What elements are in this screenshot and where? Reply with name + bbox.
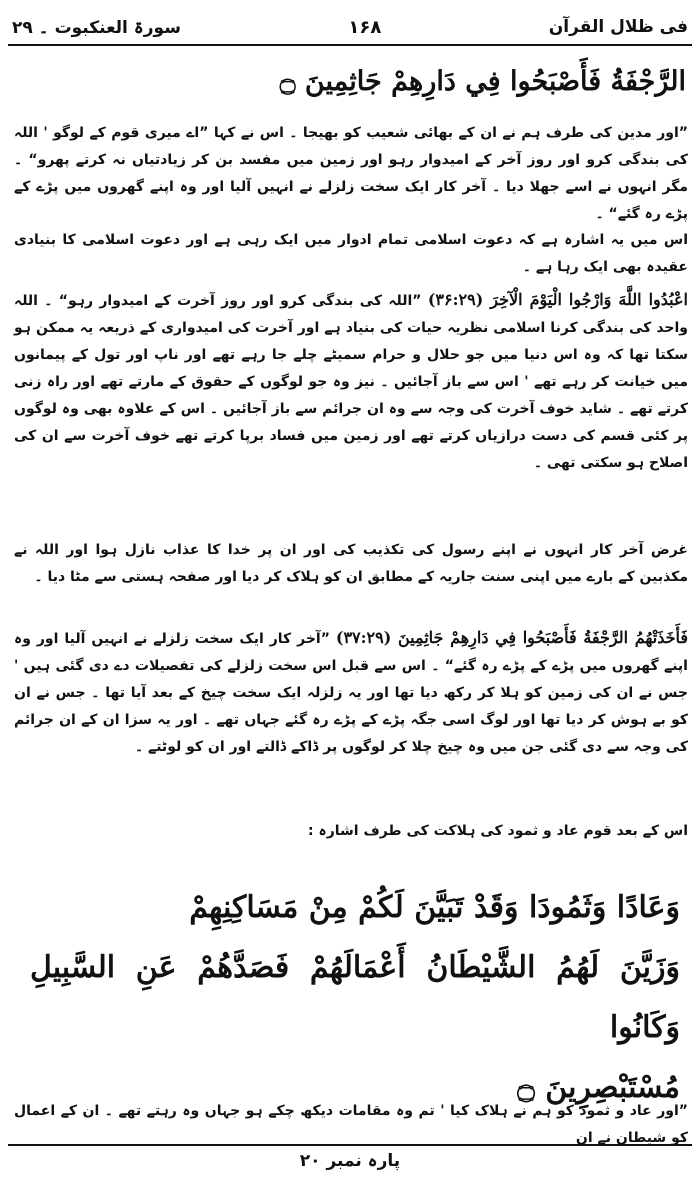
footer-divider <box>8 1144 692 1146</box>
paragraph-1 <box>14 120 688 228</box>
paragraph-3-text: ”اللہ کی بندگی کرو اور روز آخرت کے امیدوار رہو“ ۔ اللہ واحد کی بندگی کرنا اسلامی نظریہ حیات کی بنیاد ہے اور آخرت کی امیدواری کے ذریعہ یہ ممکن ہو سکتا تھا کہ وہ اس دنیا میں جو حلال و حرام سمیٹے چلے جا رہے تھے اور ناپ اور تول کے پیمانوں میں خیانت کر رہے تھے ' اس سے باز آجائیں ۔ نیز وہ جو لوگوں کے حقوق کے مارتے تھے اور راہ زنی کرتے تھے ۔ شاید خوف آخرت کی وجہ سے وہ ان جرائم سے باز آجائیں ۔ اس کے علاوہ بھی وہ لوگوں پر کئی قسم کی دست درازیاں کرتے تھے اور زمین میں فساد برپا کرتے تھے خوف آخرت سے ان کی اصلاح ہو سکتی تھی ۔ <box>14 293 688 471</box>
quran-quote-2: فَأَخَذَتْهُمُ الرَّجْفَةُ فَأَصْبَحُوا فِي دَارِهِمْ جَاثِمِينَ (۳۷:۲۹) <box>335 628 688 647</box>
verse-line-3: مُسْتَبْصِرِينَ ۝ <box>517 1070 680 1105</box>
quran-quote-1: اعْبُدُوا اللَّهَ وَارْجُوا الْيَوْمَ الْآخِرَ (۳۶:۲۹) <box>427 290 689 309</box>
surah-title: سورۃ العنکبوت ۔ ۲۹ <box>12 17 181 38</box>
verse-heading: الرَّجْفَةُ فَأَصْبَحُوا فِي دَارِهِمْ جَاثِمِينَ ۝ <box>279 66 686 97</box>
paragraph-1-text: ”اور مدین کی طرف ہم نے ان کے بھائی شعیب کو بھیجا ۔ اس نے کہا ”اے میری قوم کے لوگو ' اللہ کی بندگی کرو اور روز آخر کے امیدوار رہو اور زمین میں مفسد بن کر زیادتیاں نہ کرتے پھرو“ ۔ مگر انہوں نے اسے جھلا دیا ۔ آخر کار ایک سخت زلزلے نے انہیں آلیا اور وہ اپنے گھروں میں پڑے کے پڑے رہ گئے“ ۔ <box>14 125 688 222</box>
paragraph-4-text: غرض آخر کار انہوں نے اپنے رسول کی تکذیب کی اور ان پر خدا کا عذاب نازل ہوا اور اللہ نے مکذبین کے بارے میں اپنی سنت جاریہ کے مطابق ان کو ہلاک کر دیا اور صفحہ ہستی سے مٹا دیا ۔ <box>14 542 688 585</box>
footer-para-number: پارہ نمبر ۲۰ <box>299 1151 401 1171</box>
paragraph-6-text: اس کے بعد قوم عاد و ثمود کی ہلاکت کی طرف اشارہ : <box>308 823 688 839</box>
quran-verse-block <box>30 878 680 1118</box>
verse-line-1: وَعَادًا وَثَمُودَا وَقَدْ تَبَيَّنَ لَكُمْ مِنْ مَسَاكِنِهِمْ <box>189 890 680 925</box>
paragraph-5 <box>14 624 688 761</box>
paragraph-3 <box>14 286 688 477</box>
paragraph-5-text: ”آخر کار ایک سخت زلزلے نے انہیں آلیا اور وہ اپنے گھروں میں پڑے کے پڑے رہ گئے“ ۔ اس سے قبل اس سخت زلزلے کی تفصیلات دے دی گئی ہیں ' جس نے ان کی زمین کو ہلا کر رکھ دیا تھا اور یہ زلزلہ ایک سخت چیخ کے بعد آیا تھا ۔ جس نے ان کو بے ہوش کر دیا تھا اور لوگ اسی جگہ پڑے کے پڑے رہ گئے جہاں تھے ۔ اور یہ سزا ان کے ان جرائم کی وجہ سے دی گئی جن میں وہ چیخ چلا کر لوگوں پر ڈاکے ڈالتے اور ان کو لوٹتے ۔ <box>14 631 688 755</box>
page-header <box>8 10 692 46</box>
paragraph-4 <box>14 537 688 591</box>
closing-text: ”اور عاد و ثمود کو ہم نے ہلاک کیا ' تم وہ مقامات دیکھ چکے ہو جہاں وہ رہتے تھے ۔ ان کے اعمال کو شیطان نے ان <box>14 1103 688 1146</box>
paragraph-6 <box>14 818 688 845</box>
page-number: ۱۶۸ <box>348 16 382 38</box>
book-title: فی ظلال القرآن <box>548 17 688 37</box>
verse-line-2: وَزَيَّنَ لَهُمُ الشَّيْطَانُ أَعْمَالَهُمْ فَصَدَّهُمْ عَنِ السَّبِيلِ وَكَانُوا <box>30 950 680 1045</box>
paragraph-2-text: اس میں یہ اشارہ ہے کہ دعوت اسلامی تمام ادوار میں ایک رہی ہے اور دعوت اسلامی کا بنیادی عقیدہ بھی ایک رہا ہے ۔ <box>14 232 688 275</box>
paragraph-2 <box>14 227 688 281</box>
